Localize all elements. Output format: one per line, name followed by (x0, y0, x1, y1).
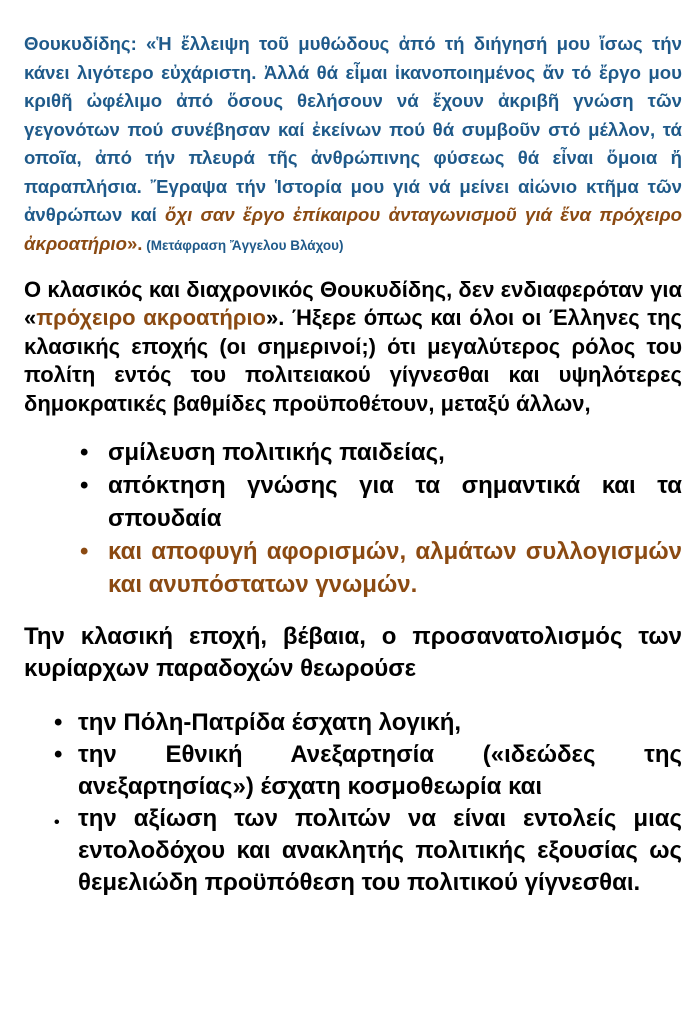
list-item: • την αξίωση των πολιτών να είναι εντολείς μιας εντολοδόχου και ανακλητής πολιτικής εξουσίας ως θεμελιώδη προϋπόθεση του πολιτικού γίγνεσθαι. (54, 803, 682, 899)
quote-credit: (Μετάφραση Ἄγγελου Βλάχου) (142, 237, 344, 253)
list-item: • και αποφυγή αφορισμών, αλμάτων συλλογισμών και ανυπόστατων γνωμών. (80, 535, 682, 601)
quote-text: Θουκυδίδης: «Ἡ ἔλλειψη τοῦ μυθώδους ἀπό τή διήγησή μου ἴσως τήν κάνει λιγότερο εὐχάριστη. Ἀλλά θά εἶμαι ἱκανοποιημένος ἄν τό ἔργο μου κριθῆ ὠφέλιμο ἀπό ὅσους θελήσουν νά ἔχουν ἀκριβῆ γνώση τῶν γεγονότων πού συνέβησαν καί ἐκείνων πού θά συμβοῦν στό μέλλον, τά οποῖα, ἀπό τήν πλευρά τῆς ἀνθρώπινης φύσεως θά εἶναι ὅμοια ἤ παραπλήσια. Ἔγραψα τήν Ἱστορία μου γιά νά μείνει αἰώνιο κτῆμα τῶν ἀνθρώπων καί (24, 33, 682, 225)
paragraph-1 (24, 276, 682, 418)
para1-after: ». Ήξερε όπως και όλοι οι Έλληνες της κλασικής εποχής (οι σημερινοί;) ότι μεγαλύτερος ρόλος του πολίτη εντός του πολιτειακού γίγνεσθαι και υψηλότερες δημοκρατικές βαθμίδες προϋποθέτουν, μεταξύ άλλων, (24, 305, 682, 416)
quote-close: ». (126, 232, 143, 254)
list-item: • απόκτηση γνώσης για τα σημαντικά και τα σπουδαία (80, 469, 682, 535)
list-item: • την Πόλη-Πατρίδα έσχατη λογική, (54, 707, 682, 739)
list-item: • την Εθνική Ανεξαρτησία («ιδεώδες της ανεξαρτησίας») έσχατη κοσμοθεωρία και (54, 739, 682, 803)
list-item: • σμίλευση πολιτικής παιδείας, (80, 436, 682, 469)
thucydides-quote (24, 30, 682, 260)
para1-highlight: πρόχειρο ακροατήριο (36, 305, 266, 331)
bullet-list-1 (80, 436, 682, 601)
bullet-list-2 (54, 707, 682, 899)
para1-before: Ο κλασικός και διαχρονικός Θουκυδίδης, δεν ενδιαφερόταν για « (24, 277, 682, 331)
quote-highlight: ὄχι σαν ἔργο ἐπίκαιρου ἀνταγωνισμοῦ γιά ἕνα πρόχειρο ἀκροατήριο (24, 204, 682, 254)
paragraph-2: Την κλασική εποχή, βέβαια, ο προσανατολισμός των κυρίαρχων παραδοχών θεωρούσε (24, 623, 682, 683)
